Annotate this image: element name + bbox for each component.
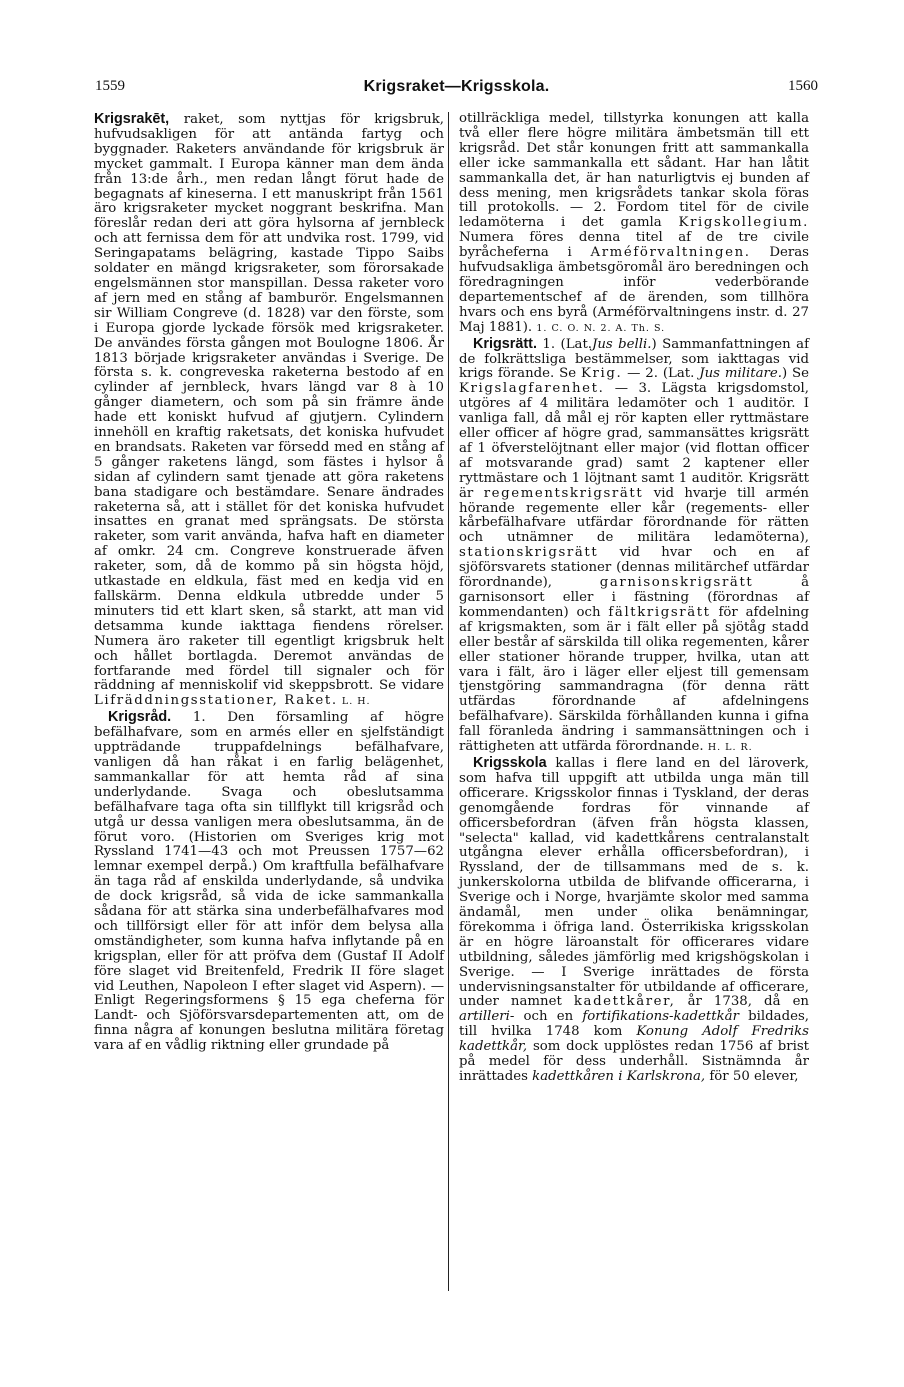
headword-krigsraket: Krigsrakēt, [94,111,170,127]
column-divider [448,112,449,1291]
italic-term: fortifikations-kadettkår [582,1009,739,1025]
entry-text: ) Se [781,366,809,382]
left-page-number: 1559 [95,78,125,94]
entry-krigsrad-continued [459,112,809,337]
entry-text: för 50 elever, [709,1069,799,1084]
entry-text: vid hvarje till armén hörande regemente eller kår (regements- eller kårbefälhafvare utfärdar förordnande för rätten och utnämner de militära ledamöterna), [459,485,809,546]
cross-reference: Lifräddningsstationer, Raket. [94,693,338,709]
entry-text: kallas i flere land en del läroverk, som hafva till uppgift att utbilda unga män till officerare. Krigsskolor finnas i Tyskland, der deras genomgående fordras för vinnande af officersbefordran (äfven från högsta klassen, "selecta" kallad, vid kadettkårens centralanstalt utgångna elever erhålla officersbefordran), i Ryssland, der de tillsammans med de s. k. junkerskolorna utbilda de blifvande officerarna, i Sverige och i Norge, hvarjämte skolor med samma ändamål, men under olika benämningar, förekomma i öfriga land. Österrikiska krigsskolan är en högre läroanstalt för officerares vidare utbildning, således jämförlig med krigshögskolan i Sverige. — I Sverige inrättades de första undervisningsanstalter för utbildande af officerare, under namnet [459,755,810,1010]
spaced-term: stationskrigsrätt [459,545,599,561]
entry-krigsrad [94,710,444,1054]
cross-reference: Arméförvaltningen. [590,245,751,261]
entry-text: för afdelning af krigsmakten, som är i fält eller på sjötåg stadd eller består af särskilda till olika regementen, kårer eller stationer hörande trupper, hvilka, utan att vara i fält, äro i läger eller eljest till gemensam tjenstgöring sammandragna (för denna rätt utfärdas förordnande af afdelningens befälhafvare). Särskilda förhållanden kunna i gifna fall föranleda ändring i sammansättningen och i rättigheten att utfärda förordnande. [459,604,809,755]
right-page-number: 1560 [788,78,818,94]
entry-text: Numera föres denna titel af de tre civile byråcheferna i [459,230,809,261]
entry-text: å garnisonsort eller i fästning (förordnas af kommendanten) och [459,575,809,620]
entry-text: — 2. (Lat. [627,366,695,382]
entry-text: 1. (Lat. [542,336,593,352]
entry-text: bildades, till hvilka 1748 kom [459,1009,809,1040]
author-signature: L. H. [341,696,371,708]
entry-text: — 3. Lägsta krigsdomstol, utgöres af 4 militära ledamöter och 1 auditör. I vanliga fall, då mål ej rör kapten eller ryttmästare eller officer af högre grad, sammansättes krigsrätt af 1 öfverstelöjtnant eller major (vid flottan officer af motsvarande grad) samt 2 kaptener eller ryttmästare och 1 löjtnant samt 1 auditör. Krigsrätt är [459,381,810,501]
entry-text: raket, som nyttjas för krigsbruk, hufvudsakligen för att antända fartyg och byggnader. Raketers användande för krigsbruk är mycket gammalt. I Europa känner man dem ända från 13:de årh., men redan långt förut hade de begagnats af kineserna. I ett manuskript från 1561 äro krigsraketer mycket noggrant beskrifna. Man föreslår redan deri att göra hylsorna af jernbleck och att fernissa dem för att undvika rost. 1799, vid Seringapatams belägring, kastade Tippo Saibs soldater en mängd krigsraketer, som förorsakade engelsmännen stor manspillan. Dessa raketer voro af jern med en stång af bamburör. Engelsmannen sir William Congreve (d. 1828) var den förste, som i Europa gjorde lyckade försök med krigsraketer. De användes första gången mot Boulogne 1806. År 1813 började krigsraketer användas i Sverige. De första s. k. congreveska raketerna bestodo af en cylinder af jernbleck, hvars längd var 8 à 10 gånger diametern, och som på sin främre ände hade ett koniskt hufvud af gjutjern. Cylindern innehöll en kraftig raketsats, det koniska hufvudet en brandsats. Raketen var försedd med en stång af 5 gånger raketens längd, som fästes i hylsor å sidan af cylindern samt tjenade att göra raketens bana stadigare och bestämdare. Senare ändrades raketerna så, att i stället för det koniska hufvudet insattes en granat med sprängsats. De största raketer, som varit använda, hafva haft en diameter af omkr. 24 cm. Congreve konstruerade äfven raketer, som, då de kommo på sin högsta höjd, utkastade en eldkula, fäst med en kedja vid en fallskärm. Denna eldkula utbredde under 5 minuters tid ett klart sken, så starkt, att man vid detsamma kunde iakttaga fiendens rörelser. Numera äro raketer till egentligt krigsbruk helt och hållet bortlagda. Deremot användas de fortfarande med fördel till signaler och för räddning af menniskolif vid skeppsbrott. Se vidare [94,112,444,694]
author-signature: H. L. R. [707,742,753,754]
running-title: Krigsraket—Krigsskola. [363,78,550,95]
entry-krigsraket [94,112,444,710]
page-header [95,78,818,102]
entry-text: vid hvar och en af sjöförsvarets stationer (dennas militärchef utfärdar förordnande), [459,545,809,591]
italic-term: artilleri- [459,1009,515,1025]
spaced-term: garnisonskrigsrätt [599,575,754,591]
cross-reference: Krig. [580,366,623,382]
headword-krigsratt: Krigsrätt. [473,335,537,352]
entry-text: och en [523,1009,574,1025]
italic-term: Konung Adolf Fredriks kadettkår, [459,1024,809,1055]
entry-text: Deras hufvudsakliga ämbetsgöromål äro beredningen och föredragningen inför vederbörande departementschef af de ärenden, som tillhöra hvars och ens byrå (Arméförvaltningens instr. d. 27 Maj 1881). [459,245,809,335]
italic-term: kadettkåren i Karlskrona, [532,1069,706,1084]
cross-reference: Krigskollegium. [678,215,810,231]
entry-text: ) Sammanfattningen af de folkrättsliga bestämmelser, som iakttagas vid krigs förande. Se [459,336,809,382]
spaced-term: regementskrigsrätt [483,485,644,501]
left-column [94,112,444,1054]
entry-text: år 1738, då en [687,994,809,1010]
entry-text: 1. Den församling af högre befälhafvare, som en armés eller en sjelfständigt uppträdande truppafdelnings befälhafvare, vanligen då han råkat i en farlig belägenhet, sammankallar för att hemta råd af sina underlydande. Svaga och obeslutsamma befälhafvare taga ofta sin tillflykt till krigsråd och utgå ur dessa vanligen mera obeslutsamma, än de förut voro. (Historien om Sveriges krig mot Ryssland 1741—43 och mot Preussen 1757—62 lemnar exempel derpå.) Om kraftfulla befälhafvare än taga råd af enskilda underlydande, så undvika de dock krigsråd, så vida de icke sammankalla sådana för att stärka sina underbefälhafvares mod och tillförsigt eller för att inför dem belysa alla omständigheter, som kunna hafva inflytande på en krigsplan, eller för att pröfva dem (Gustaf II Adolf före slaget vid Breitenfeld, Fredrik II före slaget vid Leuthen, Napoleon I efter slaget vid Aspern). — Enligt Regeringsformens § 15 ega cheferna för Landt- och Sjöförsvarsdepartementen att, om de finna några af konungen beslutna militära företag vara af en vådlig riktning eller grundade på [94,710,444,1054]
entry-krigsskola [459,756,809,1085]
right-column [459,112,809,1085]
cross-reference: Krigslagfarenhet. [459,381,605,397]
entry-krigsratt [459,337,809,756]
headword-krigsrad: Krigsråd. [108,709,172,726]
spaced-term: fältkrigsrätt [608,604,711,620]
author-signature: 1. C. O. N. 2. A. Th. S. [536,322,666,334]
latin-term: Jus militare. [699,366,782,382]
entry-text: otillräckliga medel, tillstyrka konungen att kalla två eller flere högre militära ämbetsmän till ett krigsråd. Det står konungen fritt att sammankalla eller icke sammankalla ett sådant. Har han låtit sammankalla det, är han naturligtvis ej bunden af dess mening, men krigsrådets tankar skola föras till protokolls. — 2. Fordom titel för de civile ledamöterna i det gamla [459,111,809,231]
entry-text: som dock upplöstes redan 1756 af brist på medel för dess underhåll. Sistnämnda år inrättades [459,1039,809,1084]
headword-krigsskola: Krigsskola [473,754,547,771]
spaced-term: kadettkårer, [573,994,676,1010]
latin-term: Jus belli. [592,336,652,352]
